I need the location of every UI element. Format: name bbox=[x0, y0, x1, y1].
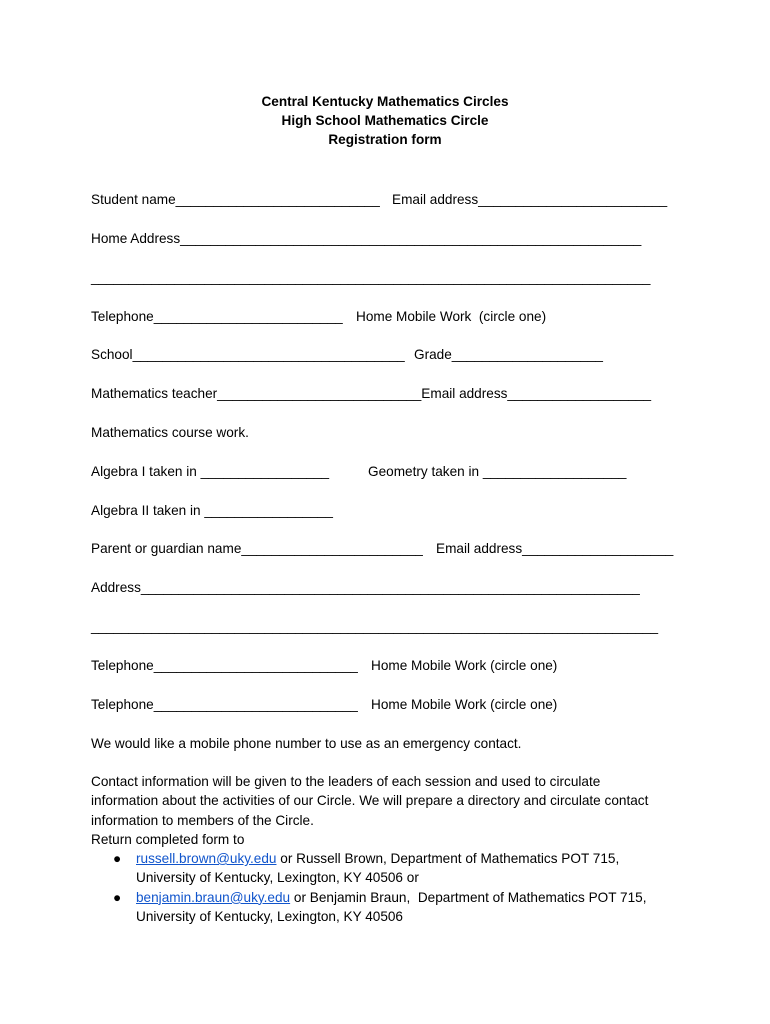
student-telephone-type: Home Mobile Work (circle one) bbox=[356, 309, 547, 324]
parent-address-line2-field[interactable]: ___________________________________________________________________________ bbox=[91, 619, 659, 634]
bullet-icon: ● bbox=[113, 889, 122, 905]
school-field[interactable]: School____________________________________ bbox=[91, 347, 405, 362]
form-title: Registration form bbox=[328, 132, 442, 147]
recipient-line bbox=[136, 888, 647, 907]
parent-telephone-b-type: Home Mobile Work (circle one) bbox=[371, 697, 558, 712]
organization-title: Central Kentucky Mathematics Circles bbox=[261, 94, 509, 109]
student-email-field[interactable]: Email address_________________________ bbox=[392, 192, 668, 207]
recipient-list bbox=[91, 849, 647, 927]
recipient-address: University of Kentucky, Lexington, KY 40506 or bbox=[136, 870, 419, 886]
math-teacher-field[interactable]: Mathematics teacher___________________________Email address___________________ bbox=[91, 386, 652, 401]
form-heading bbox=[0, 92, 770, 149]
home-address-line2-field[interactable]: __________________________________________________________________________ bbox=[91, 270, 651, 285]
recipient-address: University of Kentucky, Lexington, KY 40506 bbox=[136, 909, 403, 925]
return-instructions: Return completed form to bbox=[91, 832, 245, 848]
geometry-field[interactable]: Geometry taken in ___________________ bbox=[368, 464, 627, 479]
russell-brown-email-link[interactable]: russell.brown@uky.edu bbox=[136, 851, 277, 866]
contact-info-paragraph bbox=[91, 772, 691, 850]
parent-telephone-a-field[interactable]: Telephone___________________________ bbox=[91, 658, 358, 673]
list-item bbox=[91, 849, 647, 888]
recipient-details: or Benjamin Braun, Department of Mathematics POT 715, bbox=[290, 889, 647, 905]
benjamin-braun-email-link[interactable]: benjamin.braun@uky.edu bbox=[136, 889, 291, 905]
algebra1-field[interactable]: Algebra I taken in _________________ bbox=[91, 464, 330, 479]
parent-name-field[interactable]: Parent or guardian name________________________ bbox=[91, 541, 423, 556]
list-item bbox=[91, 888, 647, 927]
parent-email-field[interactable]: Email address____________________ bbox=[436, 541, 674, 556]
bullet-icon: ● bbox=[113, 851, 122, 866]
contact-info-line: information to members of the Circle. bbox=[91, 812, 314, 828]
parent-telephone-b-field[interactable]: Telephone___________________________ bbox=[91, 697, 358, 712]
parent-address-field[interactable]: Address__________________________________________________________________ bbox=[91, 580, 640, 595]
student-telephone-field[interactable]: Telephone_________________________ bbox=[91, 309, 343, 324]
home-address-field[interactable]: Home Address_____________________________________________________________ bbox=[91, 231, 642, 246]
recipient-line bbox=[136, 849, 647, 868]
emergency-note: We would like a mobile phone number to use as an emergency contact. bbox=[91, 736, 522, 751]
parent-telephone-a-type: Home Mobile Work (circle one) bbox=[371, 658, 558, 673]
contact-info-line: information about the activities of our Circle. We will prepare a directory and circulate contact bbox=[91, 793, 649, 809]
recipient-details: or Russell Brown, Department of Mathematics POT 715, bbox=[276, 851, 620, 866]
grade-field[interactable]: Grade____________________ bbox=[414, 347, 603, 362]
student-name-field[interactable]: Student name___________________________ bbox=[91, 192, 380, 207]
contact-info-line: Contact information will be given to the leaders of each session and used to circulate bbox=[91, 774, 601, 789]
circle-title: High School Mathematics Circle bbox=[281, 113, 489, 128]
algebra2-field[interactable]: Algebra II taken in _________________ bbox=[91, 503, 333, 518]
coursework-title: Mathematics course work. bbox=[91, 425, 249, 440]
